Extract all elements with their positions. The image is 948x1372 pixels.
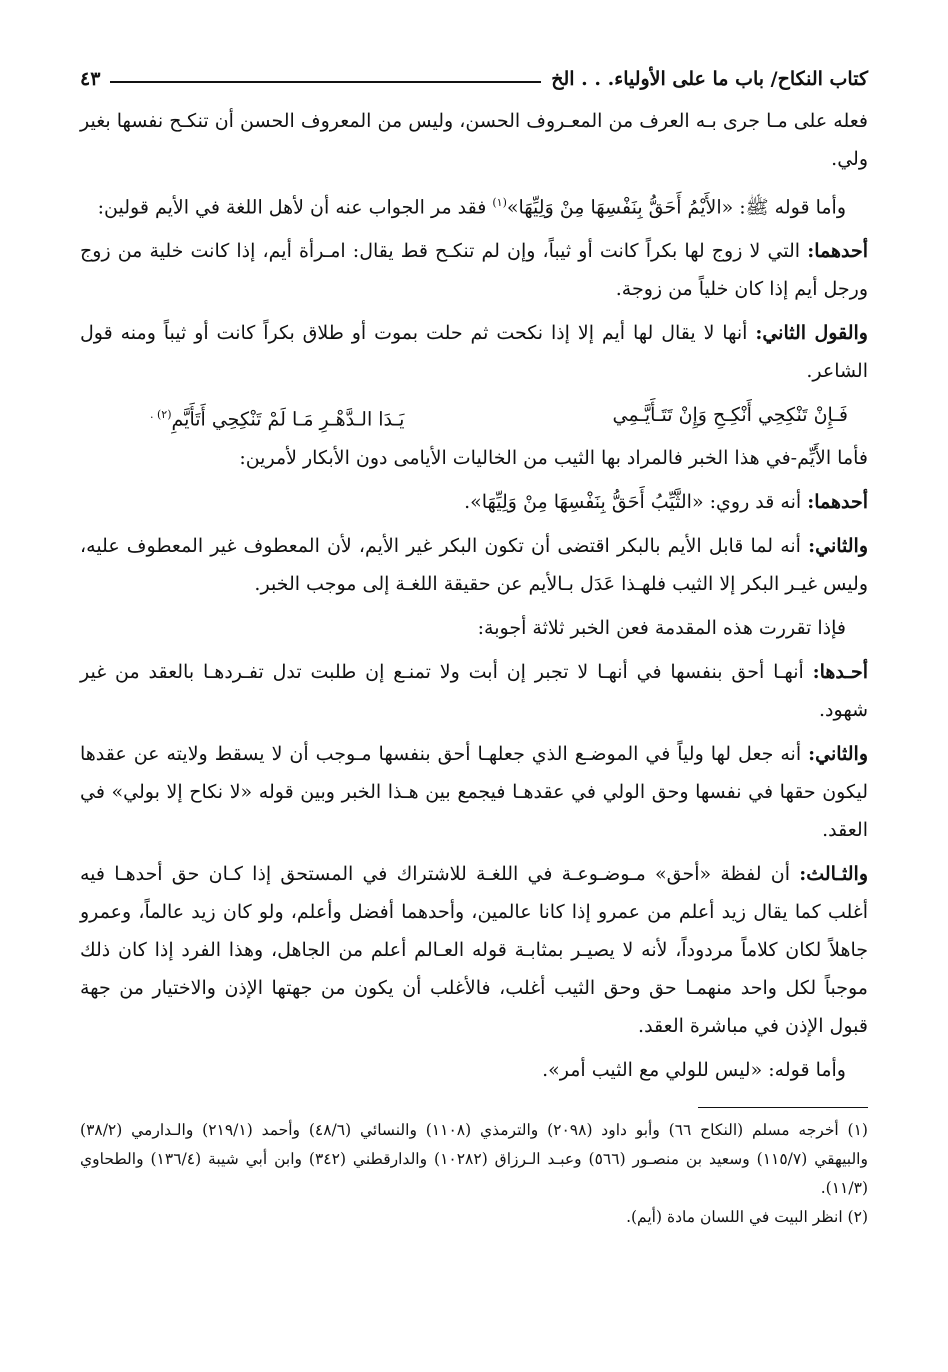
- paragraph-6: [80, 483, 868, 521]
- paragraph-2-rest: فقد مر الجواب عنه أن لأهل اللغة في الأيم قولين:: [97, 196, 493, 219]
- footnote-divider: [698, 1107, 868, 1108]
- page-number: ٤٣: [80, 68, 101, 90]
- paragraph-10: [80, 735, 868, 849]
- paragraph-7: [80, 527, 868, 603]
- document-page: [80, 62, 868, 1232]
- paragraph-12: وأما قوله: «ليس للولي مع الثيب أمر».: [542, 1058, 846, 1081]
- paragraph-10-label: والثاني:: [808, 742, 868, 765]
- verse-second-hemistich-text: يَـدَا الـدَّهْـرِ مَـا لَمْ تَنْكِحِي أَتَأَيَّمِ: [171, 408, 405, 431]
- paragraph-5: فأما الأَيِّم-في هذا الخبر فالمراد بها الثيب من الخاليات الأيامى دون الأبكار لأمرين:: [239, 446, 868, 469]
- paragraph-2: [80, 184, 868, 226]
- hadith-quote: وأما قوله ﷺ: «الأَيْمُ أَحَقُّ بِنَفْسِهَا مِنْ وَلِيِّهَا»: [506, 196, 846, 219]
- paragraph-8: فإذا تقررت هذه المقدمة فعن الخبر ثلاثة أجوبة:: [477, 616, 846, 639]
- paragraph-11: [80, 855, 868, 1045]
- footnote-ref-2: (٢) .: [150, 408, 172, 422]
- paragraph-9-label: أحـدها:: [812, 660, 868, 683]
- paragraph-9: [80, 653, 868, 729]
- header-rule: [110, 81, 541, 83]
- paragraph-9-text: أنهـا أحق بنفسها في أنهـا لا تجبر إن أبت ولا تمنـع إن طلبت تدل تفـردهـا بالعقد من غير شهود.: [80, 660, 868, 721]
- verse-first-hemistich: فَـإِنْ تَنْكِحِي أَنْكِـحِ وَإِنْ تَتَـأَيَّـمِي: [612, 404, 848, 427]
- paragraph-10-text: أنه جعل لها ولياً في الموضـع الذي جعلهـا أحق بنفسها مـوجب أن لا يسقط ولايته عن عقدها ليكون حقها في نفسها وحق الولي في عقدهـا فيجمع بين هـذا الخبر وبين قوله «لا نكاح إلا بولي» في العقد.: [80, 742, 868, 841]
- paragraph-3: [80, 232, 868, 308]
- paragraph-11-text: أن لفظة «أحق» مـوضـوعـة في اللغـة للاشتراك في المستحق إذا كـان حق أحدهـا فيه أغلب كما يقال زيد أعلم من عمرو إذا كانا عالمين، وأحدهما أفضل وأعلم، ولو كان زيد عالماً، وعمرو جاهلاً لكان كلاماً مردوداً، لأنه لا يصيـر بمثابـة قوله العـالم أعلم من الجاهل، وهذا الفرد إذا كان ذلك موجباً لكل واحد منهمـا حق وحق الثيب أغلب، فالأغلب أن يكون من جهتها الإذن والاختيار من جهة قبول الإذن في مباشرة العقد.: [80, 862, 868, 1037]
- paragraph-4-text: أنها لا يقال لها أيم إلا إذا نكحت ثم حلت بموت أو طلاق بكراً كانت أو ثيباً ومنه قول الشاعر.: [80, 322, 868, 383]
- running-title: كتاب النكاح/ باب ما على الأولياء. . . الخ: [551, 68, 868, 90]
- footnote-ref-1: (١): [492, 196, 507, 209]
- paragraph-7-label: والثاني:: [808, 534, 868, 557]
- footnote-2: (٢) انظر البيت في اللسان مادة (أيم).: [626, 1207, 868, 1226]
- paragraph-3-text: التي لا زوج لها بكراً كانت أو ثيباً، وإن لم تنكـح قط يقال: امـرأة أيم، إذا كانت خلية من زوج ورجل أيم إذا كان خلياً من زوجة.: [80, 240, 868, 301]
- paragraph-6-label: أحدهما:: [807, 490, 868, 513]
- paragraph-4: [80, 314, 868, 390]
- paragraph-7-text: أنه لما قابل الأيم بالبكر اقتضى أن تكون البكر غير الأيم، لأن المعطوف غير المعطوف عليه، وليس غيـر البكر إلا الثيب فلهـذا عَدَل بـالأيم عن حقيقة اللغـة إلى موجب الخبر.: [80, 534, 868, 595]
- footnote-1: (١) أخرجه مسلم (النكاح ٦٦) وأبو داود (٢٠٩٨) والترمذي (١١٠٨) والنسائي (٤٨/٦) وأحمد (٢١٩/١) والـدارمي (٣٨/٢) والبيهقي (١١٥/٧) وسعيد بن منصـور (٥٦٦) وعبـد الـرزاق (١٠٢٨٢) والدارقطني (٣٤٢) وابن أبي شيبة (١٣٦/٤) والطحاوي (١١/٣).: [80, 1120, 868, 1197]
- poetry-verse: [80, 396, 868, 438]
- paragraph-1: فعله على مـا جرى بـه العرف من المعـروف الحسن، وليس من المعروف الحسن أن تنكـح نفسها بغير ولي.: [80, 110, 868, 170]
- paragraph-6-text: أنه قد روي: «الثَّيِّبُ أَحَقُّ بِنَفْسِهَا مِنْ وَلِيِّهَا».: [464, 490, 808, 513]
- paragraph-11-label: والثـالث:: [799, 862, 868, 885]
- verse-second-hemistich: [150, 396, 404, 438]
- paragraph-4-label: والقول الثاني:: [755, 322, 868, 345]
- paragraph-3-label: أحدهما:: [807, 240, 868, 263]
- page-header: [80, 62, 868, 96]
